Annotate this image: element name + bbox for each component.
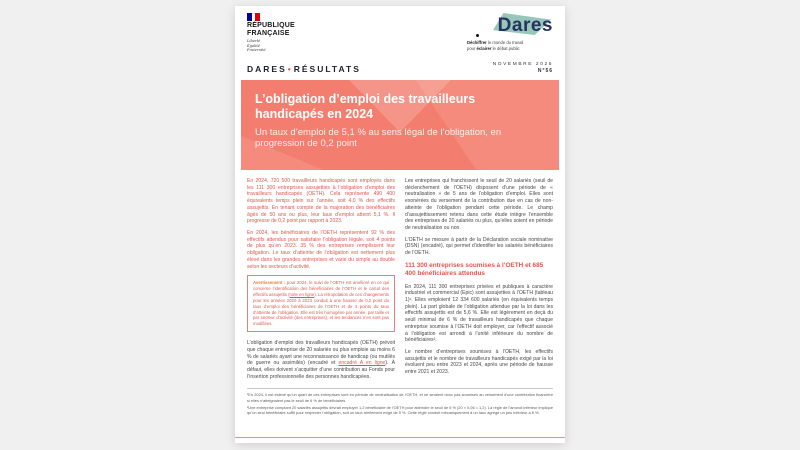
dares-dot-icon [476,34,479,37]
body-columns [235,178,565,385]
footnote-2: ²Une entreprise comptant 20 salariés assujettis devrait employer 1,2 bénéficiaire de l’OETH pour atteindre le seuil de 6 % (20 × 0,06 = 1,2). La règle de l’arrondi inférieur implique qu’un seul bénéficiaire suffit pour respecter l’obligation, soit un taux réellement exigé de 5 %. Cette règle conduit mécaniquement à un taux agrégé un peu inférieur à 6 %. [247,404,554,415]
tagline-bold-1: Déchiffrer [467,40,487,45]
note-en-ligne-link[interactable]: note en ligne [289,292,315,298]
dsn-paragraph: L’OETH se mesure à partir de la Déclaration sociale nominative (DSN) (encadré), qui permet d’identifier les salariés bénéficiaires de l’OETH. [405,236,553,257]
summary-paragraph-2: En 2024, les bénéficiaires de l’OETH représentent 92 % des effectifs attendus pour satisfaire l’obligation légale, soit 4 points de plus qu’en 2023. 35 % des entreprises remplissent leur obligation. Le taux d’atteinte de l’obligation est nettement plus élevé dans les grandes entreprises et varie du simple au double selon les secteurs d’activité. [247,230,395,270]
motto-egalite: Égalité [247,43,260,48]
evolution-paragraph: Le nombre d’entreprises soumises à l’OETH, les effectifs assujettis et le nombre de travailleurs handicapés exigé par la loi évoluent peu entre 2023 et 2024, après une période de hausse entre 2021 et 2023. [405,349,553,376]
french-flag-icon [247,13,260,21]
tagline-rest-2: le débat public [491,46,520,52]
page-header [235,6,565,58]
entreprises-paragraph: En 2024, 111 300 entreprises privées et publiques à caractère industriel et commercial (Epic) sont assujetties à l’OETH (tableau 1)¹. Elles emploient 12 334 600 salariés (en équivalents temps plein). La part globale de l’obligation attendue par la loi dans les effectifs assujettis est de 5,6 %. Elle est légèrement en deçà du seuil minimal de 6 % de travailleurs handicapés que chaque entreprise soumise à l’OETH doit employer, car l’effectif associé à l’obligation est arrondi à l’unité inférieure du nombre de bénéficiaires². [405,283,553,344]
footnotes-section [235,385,565,415]
tagline-rest-1: le monde du travail [486,40,524,45]
definition-text-1: L’obligation d’emploi des travailleurs handicapés (OETH) prévoit que chaque entreprise de 20 salariés ou plus emploie au moins 6 % de salariés ayant une reconnaissance de handicap (ou mutilés de guerre ou assimilés) (encadré et [247,340,395,367]
warning-box [247,275,395,332]
dares-tagline [467,40,553,52]
title-banner [241,80,559,170]
definition-text-2: ). À défaut, elles doivent s’acquitter d’une contribution au Fonds pour l’insertion professionnelle des personnes handicapées. [247,360,395,380]
warning-label: Avertissement : [253,280,286,286]
right-column [405,178,553,385]
summary-paragraph-1: En 2024, 720 500 travailleurs handicapés sont employés dans les 111 300 entreprises assujetties à l’obligation d’emploi des travailleurs handicapés (OETH). Cela représente 490 400 équivalents temps plein sur l’année, soit 4,0 % des effectifs assujettis. En tenant compte de la majoration des bénéficiaires âgés de 50 ans ou plus, leur taux d’emploi atteint 5,1 %. Il progresse de 0,2 point par rapport à 2023. [247,178,395,225]
page-bottom-rule [235,437,565,438]
republique-francaise-logo [247,13,317,53]
motto-fraternite: Fraternité [247,48,266,53]
masthead [235,58,565,79]
issue-date: NOVEMBRE 2025 [492,62,553,67]
dares-logo [461,13,553,57]
left-column [247,178,395,385]
tagline-pre-2: pour [467,46,477,52]
motto-liberte: Liberté [247,39,261,44]
footnote-divider [247,388,553,389]
republique-text: RÉPUBLIQUE [247,22,295,29]
tagline-bold-2: éclairer [476,46,492,52]
warning-text-2: ). La rétropolation de ces changements pour les années 2020 à 2023 conduit à une hausse de 0,2 point du taux d’emploi des bénéficiaires de l’OETH et de 4 points du taux d’atteinte de l’obligation. Elle est très homogène par année, par taille et par secteur d’activité (des entreprises), et les tendances n’en sont pas modifiées. [253,292,389,327]
issue-info [493,62,553,74]
encadre-a-link[interactable]: encadré A en ligne [338,360,386,367]
series-title [247,64,361,74]
oeth-definition-paragraph [247,340,395,380]
dares-wordmark: Dares [497,15,553,36]
footnote-1: ¹En 2024, il est estimé qu’un quart de ces entreprises sont en période de neutralisation de l’OETH, et ne seraient donc pas soumises au versement d’une contribution financière si elles n’atteignaient pas le seuil de 6 % de bénéficiaires. [247,392,553,403]
publication-subtitle: Un taux d’emploi de 5,1 % au sens légal de l’obligation, en progression de 0,2 point [255,126,502,150]
separator-dot-icon: • [287,64,293,74]
francaise-text: FRANÇAISE [247,29,290,37]
section-heading: 111 300 entreprises soumises à l’OETH et 685 400 bénéficiaires attendus [405,261,544,278]
neutralisation-paragraph: Les entreprises qui franchissent le seuil de 20 salariés (seuil de déclenchement de l’OETH) disposent d’une période de « neutralisation » de 5 ans de l’obligation d’emploi. Elles sont exonérées du versement de la contribution due en cas de non-atteinte de l’obligation pendant cette période. Le champ d’assujettissement retenu dans cette étude intègre l’ensemble des entreprises de 20 salariés ou plus, qu’elles soient en période de neutralisation ou non. [405,178,553,232]
document-page [235,6,565,443]
warning-text-1: pour 2024, le suivi de l’OETH est amélioré en ce qui concerne l’identification des bénéficiaires de l’OETH et le calcul des effectifs assujettis ( [253,280,389,298]
collection-name: DARES [247,64,287,74]
issue-number: N°56 [537,68,553,74]
publication-title: L’obligation d’emploi des travailleurs handicapés en 2024 [255,92,476,121]
series-name: RÉSULTATS [293,64,361,74]
